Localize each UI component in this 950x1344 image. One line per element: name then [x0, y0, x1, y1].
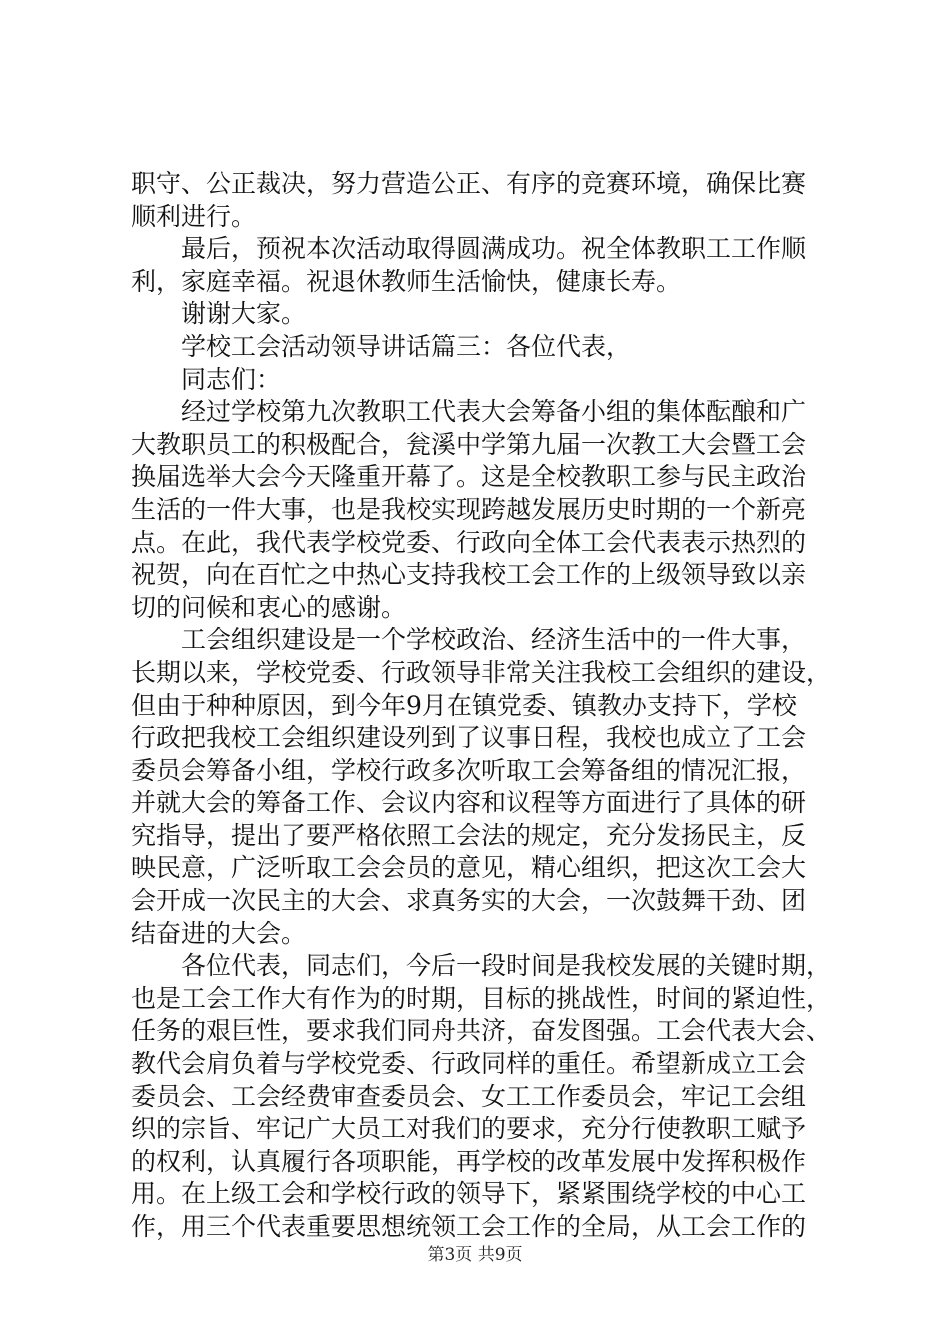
- text-line: 委员会、工会经费审查委员会、女工工作委员会，牢记工会组: [131, 1081, 807, 1111]
- text-line: 的权利，认真履行各项职能，再学校的改革发展中发挥积极作: [131, 1146, 807, 1176]
- text-line: 谢谢大家。: [181, 299, 307, 329]
- text-line: 顺利进行。: [131, 201, 257, 231]
- body-text: [131, 168, 831, 1244]
- text-line: 学校工会活动领导讲话篇三：各位代表，: [181, 331, 632, 361]
- text-line: 委员会筹备小组，学校行政多次听取工会筹备组的情况汇报，: [131, 755, 807, 785]
- text-line: 点。在此，我代表学校党委、行政向全体工会代表表示热烈的: [131, 527, 807, 557]
- text-line: 并就大会的筹备工作、会议内容和议程等方面进行了具体的研: [131, 788, 807, 818]
- text-line: 教代会肩负着与学校党委、行政同样的重任。希望新成立工会: [131, 1049, 807, 1079]
- text-line: 生活的一件大事，也是我校实现跨越发展历史时期的一个新亮: [131, 494, 807, 524]
- text-line: 用。在上级工会和学校行政的领导下，紧紧围绕学校的中心工: [131, 1179, 807, 1209]
- text-line: 换届选举大会今天隆重开幕了。这是全校教职工参与民主政治: [131, 462, 807, 492]
- text-line: 经过学校第九次教职工代表大会筹备小组的集体酝酿和广: [181, 397, 807, 427]
- text-line: 利，家庭幸福。祝退休教师生活愉快，健康长寿。: [131, 266, 682, 296]
- page-footer: [0, 1244, 950, 1266]
- text-line: 切的问候和衷心的感谢。: [131, 592, 407, 622]
- text-line: 映民意，广泛听取工会会员的意见，精心组织，把这次工会大: [131, 853, 807, 883]
- text-line: 祝贺，向在百忙之中热心支持我校工会工作的上级领导致以亲: [131, 560, 807, 590]
- text-line: 结奋进的大会。: [131, 918, 307, 948]
- text-line: 也是工会工作大有作为的时期，目标的挑战性，时间的紧迫性，: [131, 983, 831, 1013]
- text-line: 职守、公正裁决，努力营造公正、有序的竞赛环境，确保比赛: [131, 169, 807, 198]
- text-line: 各位代表，同志们，今后一段时间是我校发展的关键时期，: [181, 951, 831, 981]
- text-line: 大教职员工的积极配合，瓮溪中学第九届一次教工大会暨工会: [131, 429, 807, 459]
- text-line: 工会组织建设是一个学校政治、经济生活中的一件大事，: [181, 625, 807, 655]
- text-line: 织的宗旨、牢记广大员工对我们的要求，充分行使教职工赋予: [131, 1114, 807, 1144]
- text-line: 会开成一次民主的大会、求真务实的大会，一次鼓舞干劲、团: [131, 886, 807, 916]
- page-number-label: 第3页 共9页: [427, 1245, 523, 1265]
- text-line: 但由于种种原因，到今年9月在镇党委、镇教办支持下，学校: [131, 690, 797, 720]
- text-line: 同志们：: [181, 364, 282, 394]
- text-line: 长期以来，学校党委、行政领导非常关注我校工会组织的建设，: [131, 657, 831, 687]
- text-line: 任务的艰巨性，要求我们同舟共济，奋发图强。工会代表大会、: [131, 1016, 831, 1046]
- text-line: 行政把我校工会组织建设列到了议事日程，我校也成立了工会: [131, 723, 807, 753]
- text-line: 作，用三个代表重要思想统领工会工作的全局，从工会工作的: [131, 1212, 807, 1241]
- text-line: 最后，预祝本次活动取得圆满成功。祝全体教职工工作顺: [181, 234, 807, 264]
- text-line: 究指导，提出了要严格依照工会法的规定，充分发扬民主，反: [131, 820, 807, 850]
